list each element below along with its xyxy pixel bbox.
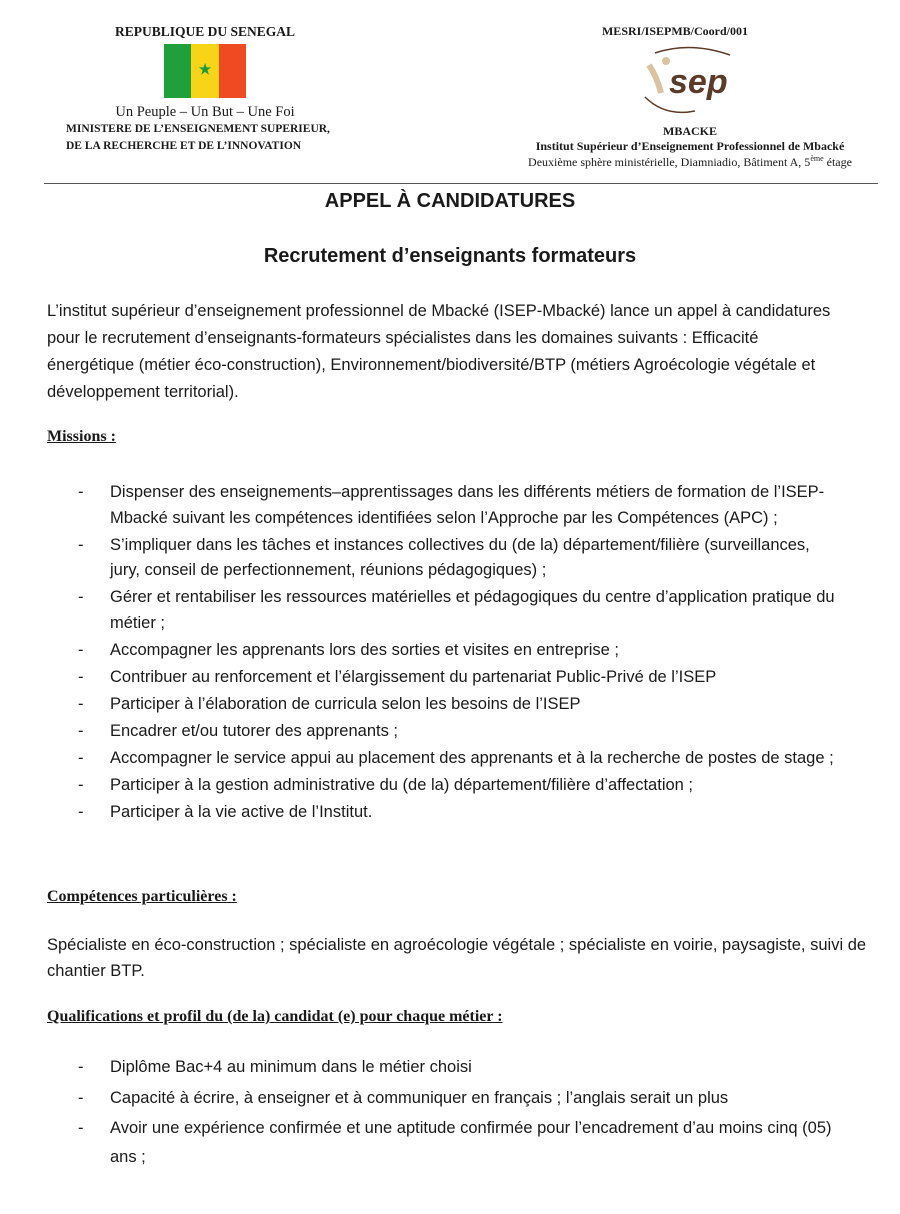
motto: Un Peuple – Un But – Une Foi bbox=[115, 104, 295, 120]
list-item-text: Participer à la vie active de l’Institut. bbox=[110, 802, 373, 821]
list-item bbox=[78, 1053, 838, 1082]
list-item-text: Capacité à écrire, à enseigner et à communiquer en français ; l’anglais serait un plus bbox=[110, 1088, 729, 1107]
isep-logo-icon bbox=[635, 45, 745, 115]
header-left bbox=[60, 24, 350, 155]
list-item bbox=[78, 480, 838, 531]
bullet-dash: - bbox=[78, 694, 84, 713]
list-item bbox=[78, 665, 838, 691]
list-item bbox=[78, 692, 838, 718]
list-item bbox=[78, 585, 838, 636]
list-item bbox=[78, 1114, 838, 1172]
list-item-text: Accompagner le service appui au placement des apprenants et à la recherche de postes de stage ; bbox=[110, 748, 834, 767]
ministry-line-1: MINISTERE DE L’ENSEIGNEMENT SUPERIEUR, bbox=[66, 123, 330, 135]
bullet-dash: - bbox=[78, 1058, 84, 1076]
qualifications-list bbox=[78, 1053, 838, 1174]
competences-heading: Compétences particulières : bbox=[47, 888, 237, 905]
bullet-dash: - bbox=[78, 535, 84, 554]
republic-name: REPUBLIQUE DU SENEGAL bbox=[114, 24, 296, 39]
list-item-text: Gérer et rentabiliser les ressources matérielles et pédagogiques du centre d’application pratique du métier ; bbox=[110, 588, 835, 632]
institute-name: Institut Supérieur d’Enseignement Professionnel de Mbacké bbox=[535, 139, 845, 153]
list-item-text: Diplôme Bac+4 au minimum dans le métier choisi bbox=[110, 1058, 472, 1076]
header-divider bbox=[44, 183, 878, 184]
list-item-text: Participer à la gestion administrative du (de la) département/filière d’affectation ; bbox=[110, 775, 694, 794]
bullet-dash: - bbox=[78, 1119, 84, 1137]
qualifications-heading: Qualifications et profil du (de la) candidat (e) pour chaque métier : bbox=[47, 1008, 503, 1025]
missions-heading: Missions : bbox=[47, 428, 116, 445]
list-item bbox=[78, 1084, 838, 1113]
bullet-dash: - bbox=[78, 588, 84, 606]
list-item bbox=[78, 746, 838, 772]
document-title: APPEL À CANDIDATURES bbox=[324, 190, 576, 212]
list-item-text: S’impliquer dans les tâches et instances collectives du (de la) département/filière (surveillances, jury, conseil de perfectionnement, réunions pédagogiques) ; bbox=[110, 535, 810, 579]
list-item-text: Participer à l’élaboration de curricula selon les besoins de l’ISEP bbox=[110, 694, 581, 713]
bullet-dash: - bbox=[78, 802, 84, 821]
list-item bbox=[78, 773, 838, 799]
missions-list bbox=[78, 480, 838, 827]
svg-text:sep: sep bbox=[669, 63, 728, 101]
ministry-line-2: DE LA RECHERCHE ET DE L’INNOVATION bbox=[66, 140, 302, 152]
list-item bbox=[78, 533, 838, 584]
list-item bbox=[78, 800, 838, 826]
senegal-flag-icon: ★ bbox=[164, 44, 246, 98]
reference-number: MESRI/ISEPMB/Coord/001 bbox=[601, 24, 748, 38]
competences-text: Spécialiste en éco-construction ; spécialiste en agroécologie végétale ; spécialiste en voirie, paysagiste, suivi de chantier BTP. bbox=[47, 936, 867, 980]
bullet-dash: - bbox=[78, 640, 84, 659]
document-subtitle: Recrutement d’enseignants formateurs bbox=[263, 245, 637, 267]
list-item-text: Avoir une expérience confirmée et une aptitude confirmée pour l’encadrement d’au moins cinq (05) ans ; bbox=[110, 1119, 832, 1166]
bullet-dash: - bbox=[78, 667, 84, 686]
address: Deuxième sphère ministérielle, Diamniadio, Bâtiment A, 5ème étage bbox=[528, 154, 852, 169]
bullet-dash: - bbox=[78, 1088, 84, 1107]
bullet-dash: - bbox=[78, 483, 84, 501]
intro-paragraph: L’institut supérieur d’enseignement professionnel de Mbacké (ISEP-Mbacké) lance un appel à candidatures pour le recrutement d’enseignants-formateurs spécialistes dans les domaines suivants : Efficacité énergétique (métier éco-construction), Environnement/biodiversité/BTP (métiers Agroécologie végétale et développement territorial). bbox=[47, 302, 831, 401]
list-item-text: Contribuer au renforcement et l’élargissement du partenariat Public-Privé de l’ISEP bbox=[110, 667, 717, 686]
list-item-text: Encadrer et/ou tutorer des apprenants ; bbox=[110, 721, 399, 740]
header-right bbox=[490, 24, 890, 170]
bullet-dash: - bbox=[78, 775, 84, 794]
bullet-dash: - bbox=[78, 748, 84, 767]
list-item-text: Dispenser des enseignements–apprentissages dans les différents métiers de formation de l’ISEP-Mbacké suivant les compétences identifiées selon l’Approche par les Compétences (APC) ; bbox=[110, 483, 825, 527]
city: MBACKE bbox=[663, 124, 717, 138]
bullet-dash: - bbox=[78, 721, 84, 740]
list-item bbox=[78, 638, 838, 664]
list-item-text: Accompagner les apprenants lors des sorties et visites en entreprise ; bbox=[110, 640, 620, 659]
list-item bbox=[78, 719, 838, 745]
